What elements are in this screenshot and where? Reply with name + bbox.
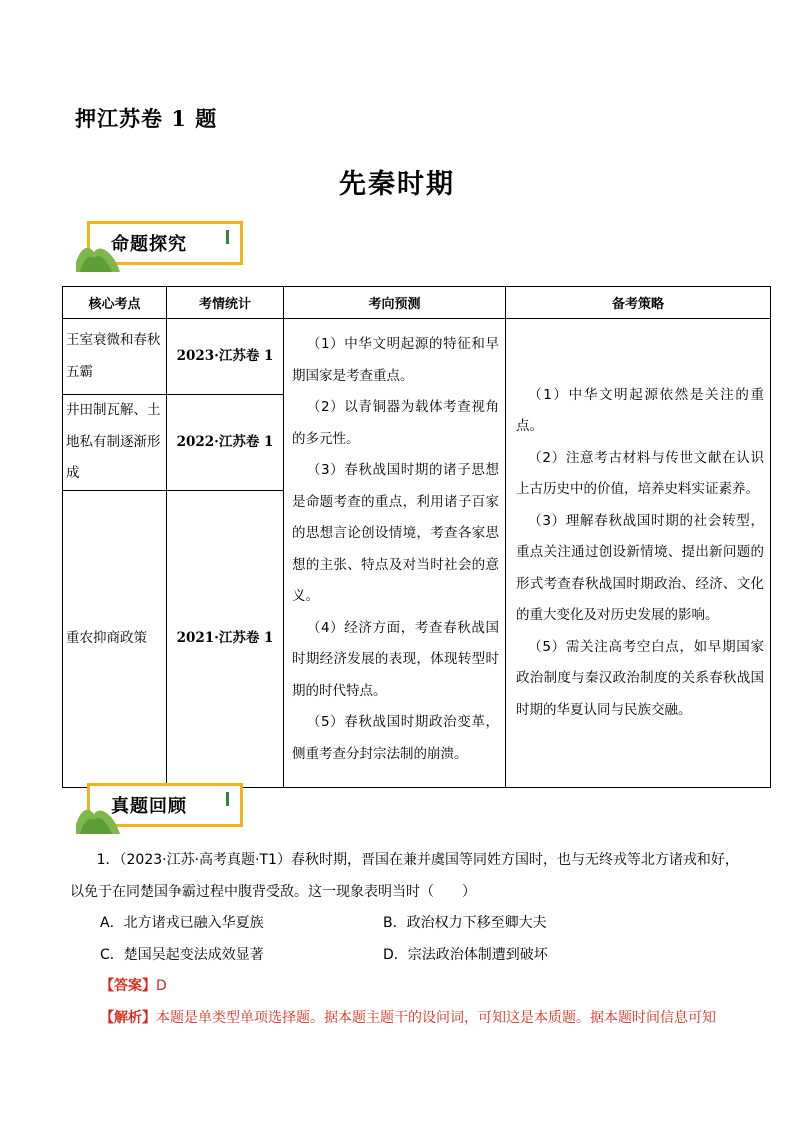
prediction-item: （2）以青铜器为载体考查视角的多元性。 bbox=[292, 399, 499, 447]
analysis-tag: 【解析】 bbox=[100, 1009, 156, 1026]
question-stem: 1．（2023·江苏·高考真题·T1）春秋时期，晋国在兼并虞国等同姓方国时，也与无终戎等北方诸戎和好，以免于在同楚国争霸过程中腹背受敌。这一现象表明当时（ ） bbox=[70, 852, 739, 900]
column-header: 考向预测 bbox=[284, 287, 506, 319]
option-b[interactable]: B．政治权力下移至卿大夫 bbox=[383, 915, 547, 931]
strategy-item: （1）中华文明起源依然是关注的重点。 bbox=[516, 386, 764, 434]
answer-value: D bbox=[156, 978, 167, 994]
core-point-cell: 重农抑商政策 bbox=[63, 490, 167, 787]
analysis-line bbox=[70, 1003, 740, 1035]
strategy-cell bbox=[506, 319, 771, 788]
page-title: 先秦时期 bbox=[339, 169, 455, 200]
header-title: 押江苏卷 1 题 bbox=[75, 106, 218, 131]
option-a[interactable]: A．北方诸戎已融入华夏族 bbox=[100, 915, 264, 931]
answer-tag: 【答案】 bbox=[100, 978, 156, 994]
option-d[interactable]: D．宗法政治体制遭到破坏 bbox=[383, 946, 548, 963]
core-point-cell: 王室衰微和春秋五霸 bbox=[63, 319, 167, 395]
exam-analysis-table bbox=[62, 286, 771, 788]
exam-stat-cell: 2022·江苏卷 1 bbox=[167, 395, 284, 491]
table-header-row bbox=[63, 287, 771, 319]
prediction-item: （4）经济方面，考查春秋战国时期经济发展的表现，体现转型时期的时代特点。 bbox=[292, 619, 499, 699]
strategy-item: （3）理解春秋战国时期的社会转型，重点关注通过创设新情境、提出新问题的形式考查春秋战国时期政治、经济、文化的重大变化及对历史发展的影响。 bbox=[516, 512, 764, 623]
column-header: 备考策略 bbox=[506, 287, 771, 319]
exam-stat-cell: 2023·江苏卷 1 bbox=[167, 319, 284, 395]
prediction-item: （5）春秋战国时期政治变革，侧重考查分封宗法制的崩溃。 bbox=[292, 714, 499, 762]
answer-line bbox=[70, 971, 740, 1003]
question-block bbox=[70, 845, 740, 1034]
prediction-cell bbox=[284, 319, 506, 788]
column-header: 考情统计 bbox=[167, 287, 284, 319]
section-badge-review bbox=[76, 780, 246, 836]
section-badge-research bbox=[76, 218, 246, 274]
badge-label: 真题回顾 bbox=[111, 796, 187, 817]
column-header: 核心考点 bbox=[63, 287, 167, 319]
analysis-text: 本题是单类型单项选择题。据本题主题干的设问词，可知这是本质题。据本题时间信息可知 bbox=[156, 1009, 716, 1026]
badge-tick bbox=[226, 230, 229, 244]
badge-tick bbox=[226, 792, 229, 806]
prediction-item: （1）中华文明起源的特征和早期国家是考查重点。 bbox=[292, 336, 499, 384]
prediction-item: （3）春秋战国时期的诸子思想是命题考查的重点，利用诸子百家的思想言论创设情境，考查各家思想的主张、特点及对当时社会的意义。 bbox=[292, 462, 499, 604]
options-grid bbox=[70, 908, 740, 971]
strategy-item: （5）需关注高考空白点，如早期国家政治制度与秦汉政治制度的关系春秋战国时期的华夏认同与民族交融。 bbox=[516, 638, 764, 718]
core-point-cell: 井田制瓦解、土地私有制逐渐形成 bbox=[63, 395, 167, 491]
strategy-item: （2）注意考古材料与传世文献在认识上古历史中的价值，培养史料实证素养。 bbox=[516, 449, 764, 497]
option-c[interactable]: C．楚国吴起变法成效显著 bbox=[100, 946, 264, 963]
table-row bbox=[63, 319, 771, 395]
badge-label: 命题探究 bbox=[111, 234, 187, 255]
exam-stat-cell: 2021·江苏卷 1 bbox=[167, 490, 284, 787]
